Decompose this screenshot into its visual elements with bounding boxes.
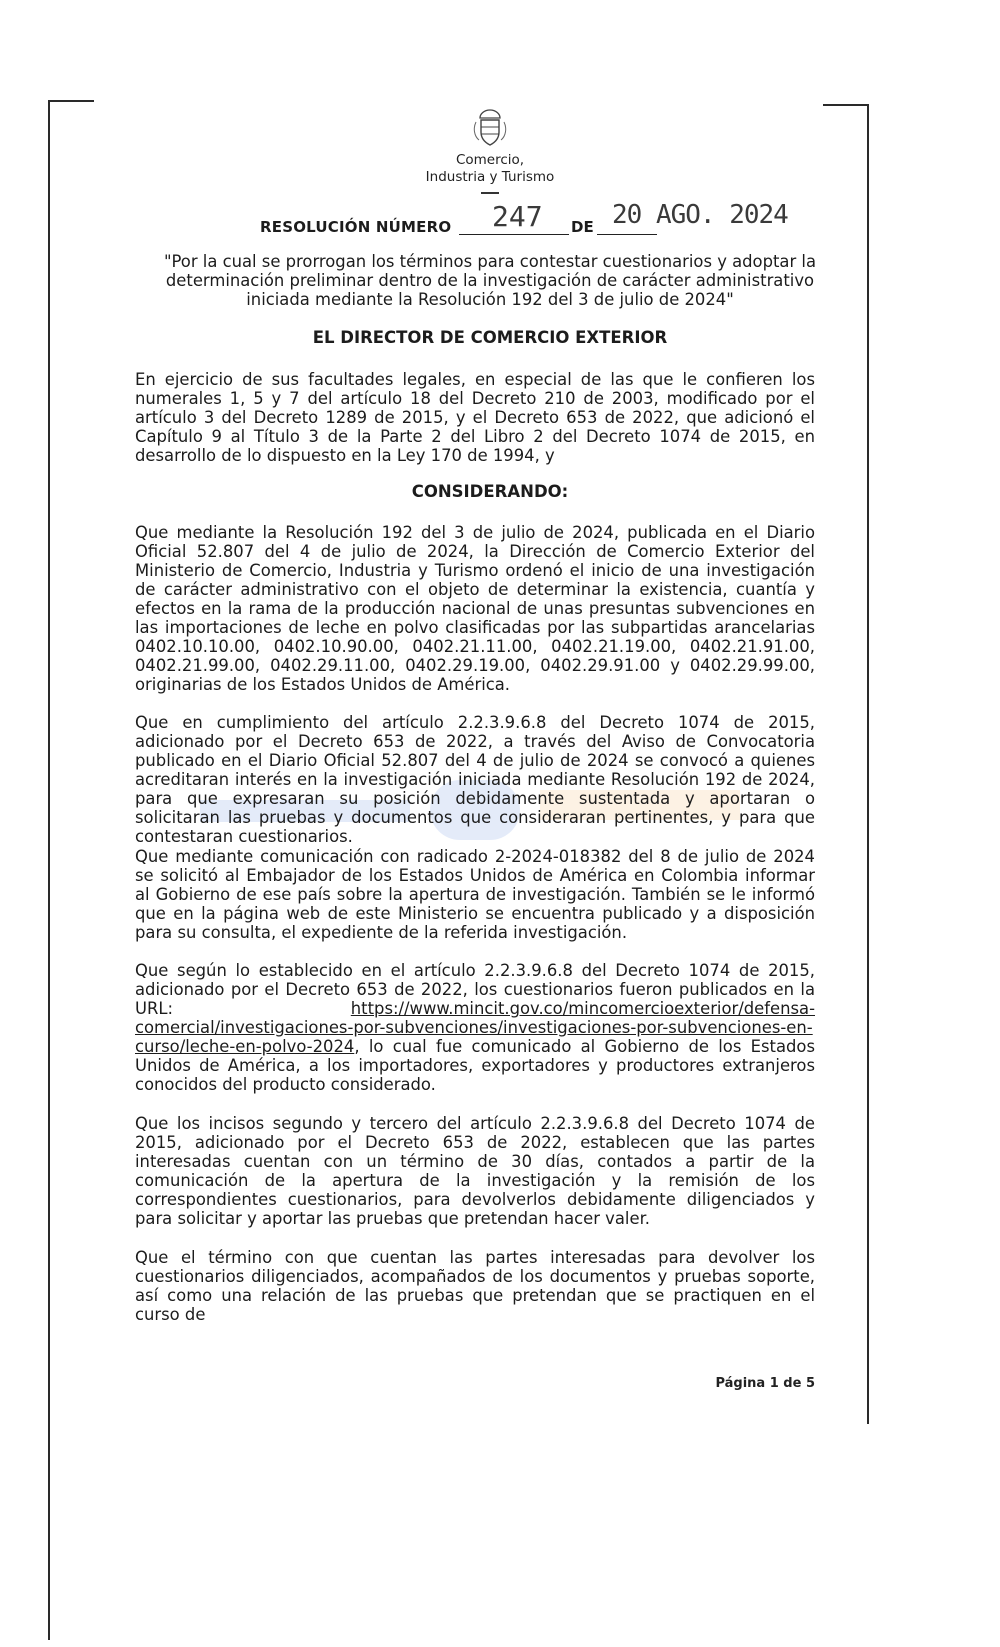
page-total: 5 [805,1376,815,1391]
paragraph-resolution-192: Que mediante la Resolución 192 del 3 de julio de 2024, publicada en el Diario Oficial 52.807 del 4 de julio de 2024, la Dirección de Comercio Exterior del Ministerio de Comercio, Industria y Turismo ordenó el inicio de una investigación de carácter administrativo con el objeto de determinar la existencia, cuantía y efectos en la rama de la producción nacional de unas presuntas subvenciones en las importaciones de leche en polvo clasificadas por las subpartidas arancelarias 0402.10.10.00, 0402.10.90.00, 0402.21.11.00, 0402.21.19.00, 0402.21.91.00, 0402.21.99.00, 0402.29.11.00, 0402.29.19.00, 0402.29.91.00 y 0402.29.99.00, originarias de los Estados Unidos de América. [135,523,815,694]
page-word: Página [715,1376,766,1391]
ministry-line-2: Industria y Turismo [425,169,555,185]
ministry-line-1: Comercio, [455,152,525,168]
frame-top-left-h [48,100,94,102]
url-paragraph-after: , lo cual fue comunicado al Gobierno de los Estados Unidos de América, a los importadores, exportadores y productores extranjeros conocidos del producto considerado. [135,1037,815,1094]
considerando-heading: CONSIDERANDO: [411,482,569,501]
coat-of-arms-icon [470,108,510,148]
paragraph-url [135,961,815,1094]
paragraph-aviso-convocatoria: Que en cumplimiento del artículo 2.2.3.9.6.8 del Decreto 1074 de 2015, adicionado por el Decreto 653 de 2022, a través del Aviso de Convocatoria publicado en el Diario Oficial 52.807 del 4 de julio de 2024 se convocó a quienes acreditaran interés en la investigación iniciada mediante Resolución 192 de 2024, para que expresaran su posición debidamente sustentada y aportaran o solicitaran las pruebas y documentos que consideraran pertinentes, y para que contestaran cuestionarios. [135,713,815,846]
ministry-name [350,152,630,186]
resolution-epigraph: "Por la cual se prorrogan los términos para contestar cuestionarios y adoptar la determinación preliminar dentro de la investigación de carácter administrativo iniciada mediante la Resolución 192 del 3 de julio de 2024" [163,252,817,309]
header-divider [481,192,499,194]
frame-top-right-h [823,104,869,106]
resolution-line [260,200,800,240]
page-indicator [650,1376,815,1391]
resolution-date-underline [597,234,657,235]
resolution-label: RESOLUCIÓN NÚMERO [260,218,452,236]
page-number: 1 [769,1376,779,1391]
frame-right-v [867,104,869,1424]
resolution-date: 20 AGO. 2024 [612,200,788,230]
page-of-word: de [783,1376,802,1391]
paragraph-termino: Que el término con que cuentan las partes interesadas para devolver los cuestionarios diligenciados, acompañados de los documentos y pruebas soporte, así como una relación de las pruebas que pretendan que se practiquen en el curso de [135,1248,815,1324]
url-paragraph-before: Que según lo establecido en el artículo 2.2.3.9.6.8 del Decreto 1074 de 2015, adicionado por el Decreto 653 de 2022, los cuestionarios fueron publicados en la URL: [135,961,815,1018]
intro-paragraph: En ejercicio de sus facultades legales, en especial de las que le confieren los numerales 1, 5 y 7 del artículo 18 del Decreto 210 de 2003, modificado por el artículo 3 del Decreto 1289 de 2015, y el Decreto 653 de 2022, que adicionó el Capítulo 9 al Título 3 de la Parte 2 del Libro 2 del Decreto 1074 de 2015, en desarrollo de lo dispuesto en la Ley 170 de 1994, y [135,370,815,465]
paragraph-incisos: Que los incisos segundo y tercero del artículo 2.2.3.9.6.8 del Decreto 1074 de 2015, adicionado por el Decreto 653 de 2022, establecen que las partes interesadas cuentan con un término de 30 días, contados a partir de la comunicación de la apertura de la investigación y la remisión de los correspondientes cuestionarios, para devolverlos debidamente diligenciados y para solicitar y aportar las pruebas que pretendan hacer valer. [135,1114,815,1228]
paragraph-embajador: Que mediante comunicación con radicado 2-2024-018382 del 8 de julio de 2024 se solicitó al Embajador de los Estados Unidos de América en Colombia informar al Gobierno de ese país sobre la apertura de investigación. También se le informó que en la página web de este Ministerio se encuentra publicado y a disposición para su consulta, el expediente de la referida investigación. [135,847,815,942]
frame-left-v [48,100,50,1640]
resolution-de-label: DE [571,218,594,236]
resolution-number: 247 [492,200,543,233]
resolution-number-underline [459,234,569,235]
questionnaire-url-link[interactable]: https://www.mincit.gov.co/mincomercioexterior/defensa-comercial/investigaciones-por-subvenciones/investigaciones-por-subvenciones-en-curso/leche-en-polvo-2024 [135,999,815,1056]
director-heading: EL DIRECTOR DE COMERCIO EXTERIOR [312,328,668,347]
